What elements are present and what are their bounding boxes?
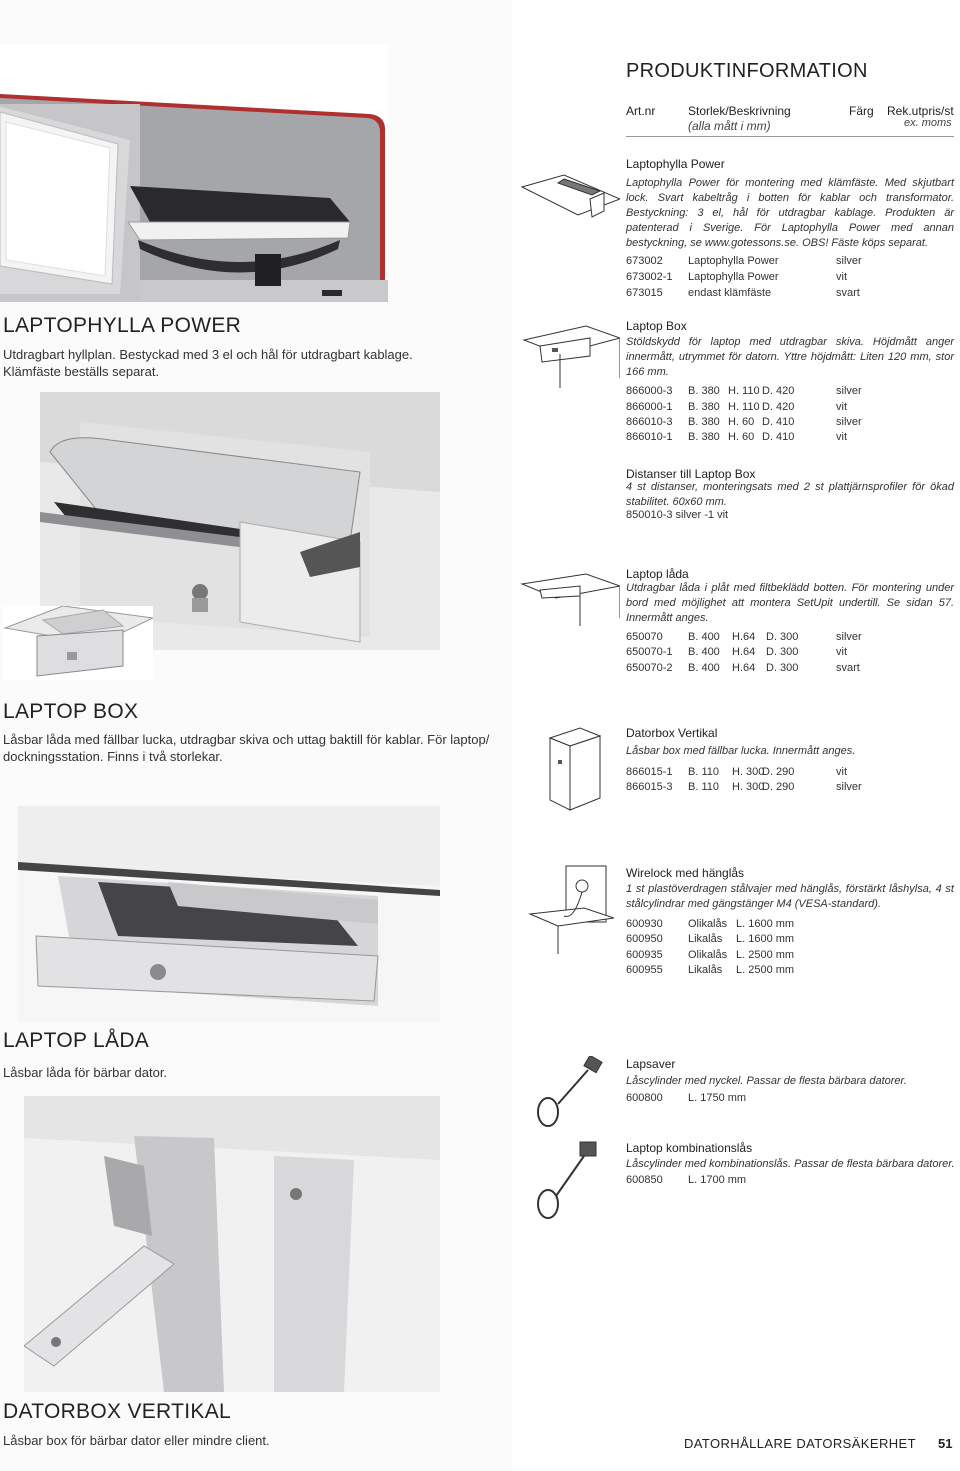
section-title-distanser: Distanser till Laptop Box [626, 467, 756, 481]
section-title-laptophylla-power: Laptophylla Power [626, 157, 725, 171]
illustration-wirelock [524, 860, 614, 961]
section-title-wirelock: Wirelock med hänglås [626, 866, 745, 880]
col-header-price: Rek.utpris/st [887, 104, 954, 118]
col-header-size-sub: (alla mått i mm) [688, 119, 771, 133]
product-title-laptophylla-power: LAPTOPHYLLA POWER [3, 314, 242, 337]
illustration-laptop-lada [520, 570, 620, 633]
product-desc-laptophylla-power: Utdragbart hyllplan. Bestyckad med 3 el och hål för utdragbart kablage. Klämfäste beställs separat. [3, 347, 413, 379]
section-desc-lapsaver: Låscylinder med nyckel. Passar de flesta bärbara datorer. [626, 1075, 907, 1087]
illustration-datorbox [540, 724, 610, 819]
section-desc-wirelock: 1 st plastöverdragen stålvajer med hänglås, förstärkt låshylsa, 4 st stålcylindrar med gängstänger M4 (VESA-standard). [626, 883, 954, 910]
illustration-combination-lock [530, 1140, 610, 1227]
col-header-size: Storlek/Beskrivning [688, 104, 791, 118]
section-desc-laptop-box: Stöldskydd för laptop med utdragbar skiva. Höjdmått anger innermått, utrymmet för datorn. Yttre höjdmått: Liten 120 mm, stor 166 mm. [626, 336, 954, 378]
col-header-price-sub: ex. moms [904, 117, 952, 129]
col-header-color: Färg [849, 104, 874, 118]
header-divider [626, 136, 954, 137]
product-title-laptop-lada: LAPTOP LÅDA [3, 1029, 150, 1052]
page-title: PRODUKTINFORMATION [626, 60, 868, 82]
photo-laptop-box-small [3, 606, 153, 680]
product-desc-datorbox-vertikal: Låsbar box för bärbar dator eller mindre client. [3, 1433, 270, 1448]
footer-category: DATORHÅLLARE DATORSÄKERHET [684, 1436, 916, 1451]
product-title-laptop-box: LAPTOP BOX [3, 700, 139, 723]
illustration-laptophylla [520, 165, 620, 230]
section-title-laptop-lada: Laptop låda [626, 567, 689, 581]
photo-datorbox-vertikal [24, 1096, 440, 1392]
col-header-artnr: Art.nr [626, 104, 656, 118]
illustration-lapsaver [530, 1056, 610, 1133]
section-desc-kombinationslas: Låscylinder med kombinationslås. Passar de flesta bärbara datorer. [626, 1158, 955, 1170]
section-desc-laptop-lada: Utdragbar låda i plåt med filtbeklädd botten. För montering under bord med möjlighet att montera SetUpit undertill. Se sidan 57. Innermått anges. [626, 582, 954, 624]
section-desc-datorbox-vertikal: Låsbar box med fällbar lucka. Innermått anges. [626, 745, 856, 757]
section-desc-laptophylla-power: Laptophylla Power för montering med klämfäste. Med skjutbart lock. Svart kabeltråg i botten för kablar och transformator. Bestyckning: 3 el, hål för utdragbar kablage. Produkten är patenterad i Sverige. För Laptophylla Power med annan bestyckning, se www.gotessons.se. OBS! Fäste köps separat. [626, 177, 954, 249]
product-desc-laptop-box: Låsbar låda med fällbar lucka, utdragbar skiva och uttag baktill för kablar. För laptop/ dockningsstation. Finns i två storlekar. [3, 732, 490, 764]
section-desc-distanser: 4 st distanser, monteringsats med 2 st plattjärnsprofiler för ökad stabilitet. 60x60 mm. [626, 481, 954, 508]
illustration-laptop-box [520, 318, 620, 395]
product-title-datorbox-vertikal: DATORBOX VERTIKAL [3, 1400, 231, 1423]
section-title-laptop-box: Laptop Box [626, 319, 687, 333]
section-title-datorbox-vertikal: Datorbox Vertikal [626, 726, 718, 740]
photo-laptophylla-power [0, 44, 388, 302]
page-number: 51 [938, 1436, 953, 1451]
photo-laptop-lada [18, 806, 440, 1022]
product-desc-laptop-lada: Låsbar låda för bärbar dator. [3, 1065, 168, 1080]
section-title-lapsaver: Lapsaver [626, 1057, 676, 1071]
section-title-kombinationslas: Laptop kombinationslås [626, 1141, 753, 1155]
